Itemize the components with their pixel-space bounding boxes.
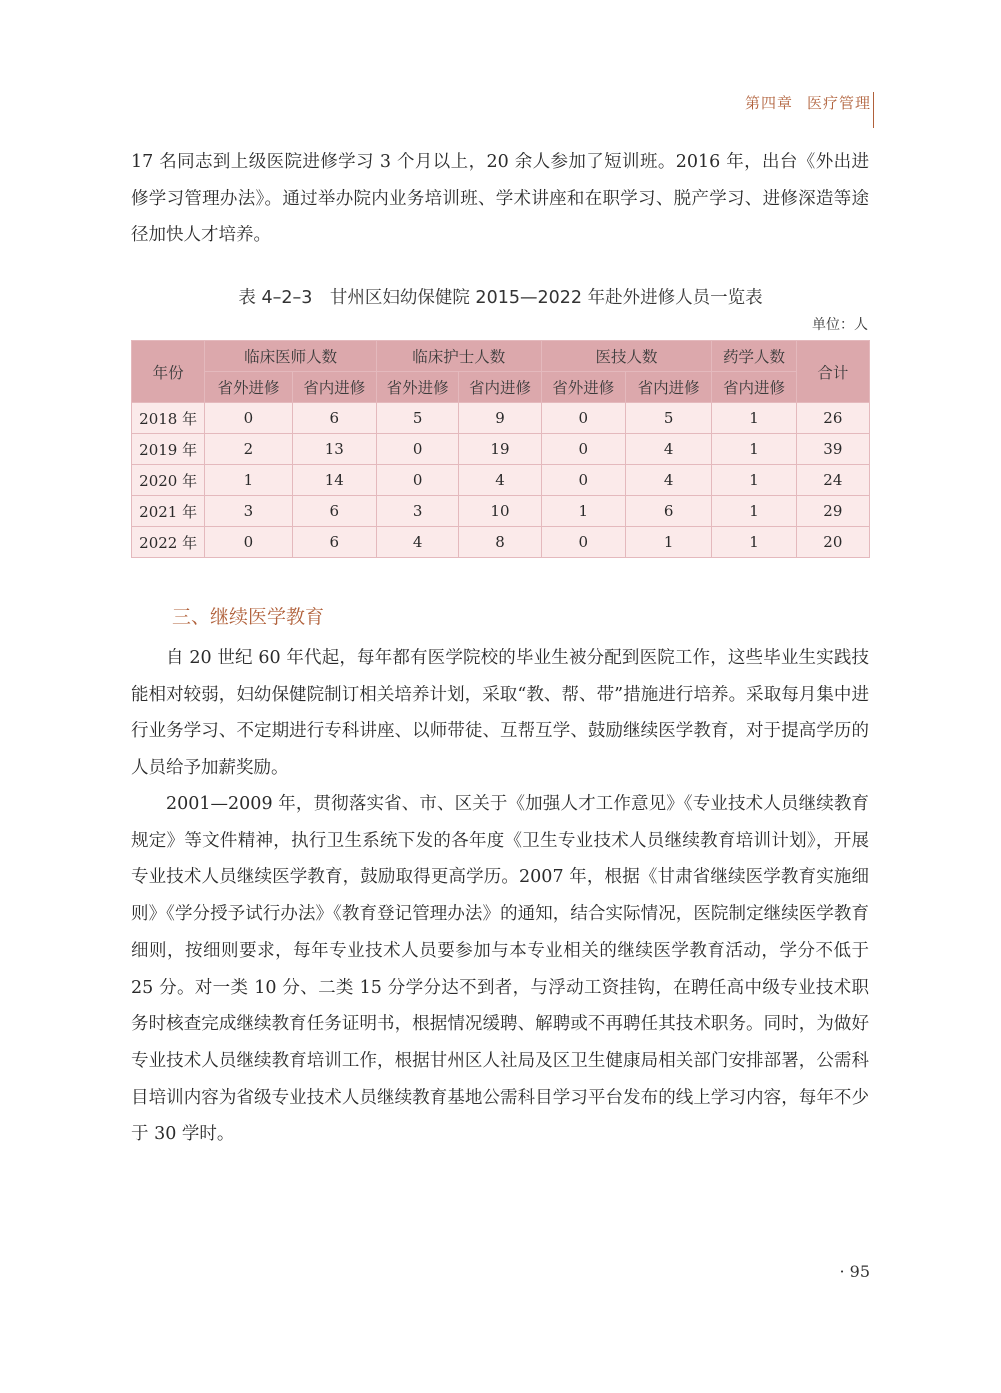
table-cell: 14 [292,465,376,496]
table-cell: 5 [625,403,711,434]
header-out-province: 省外进修 [205,372,292,403]
table-cell: 1 [205,465,292,496]
table-cell: 10 [459,496,541,527]
table-cell: 1 [712,527,796,558]
table-cell: 0 [205,527,292,558]
table-header-row-2 [132,372,870,403]
table-cell: 0 [376,465,458,496]
header-out-province: 省外进修 [541,372,625,403]
table-cell: 1 [625,527,711,558]
table-cell: 6 [625,496,711,527]
running-header [745,92,871,113]
table-cell: 4 [376,527,458,558]
table-cell: 0 [205,403,292,434]
table-cell: 6 [292,527,376,558]
header-pharmacists: 药学人数 [712,341,796,372]
table-cell: 39 [796,434,869,465]
paragraph-intro: 17 名同志到上级医院进修学习 3 个月以上，20 余人参加了短训班。2016 年，出台《外出进修学习管理办法》。通过举办院内业务培训班、学术讲座和在职学习、脱产学习、进修深造等途径加快人才培养。 [131,152,869,246]
table-cell: 4 [625,434,711,465]
table-title: 表 4–2–3 甘州区妇幼保健院 2015—2022 年赴外进修人员一览表 [238,288,763,308]
table-cell: 1 [541,496,625,527]
table-row [132,496,870,527]
header-in-province: 省内进修 [292,372,376,403]
table-cell: 1 [712,434,796,465]
table-row [132,434,870,465]
table-cell: 3 [205,496,292,527]
table-cell: 5 [376,403,458,434]
header-divider [873,92,874,128]
table-cell: 4 [625,465,711,496]
table-cell: 2 [205,434,292,465]
table-cell: 2020 年 [132,465,205,496]
paragraph-education-policy: 2001—2009 年，贯彻落实省、市、区关于《加强人才工作意见》《专业技术人员继续教育规定》等文件精神，执行卫生系统下发的各年度《卫生专业技术人员继续教育培训计划》，开展专业技术人员继续医学教育，鼓励取得更高学历。2007 年，根据《甘肃省继续医学教育实施细则》《学分授予试行办法》《教育登记管理办法》的通知，结合实际情况，医院制定继续医学教育细则，按细则要求，每年专业技术人员要参加与本专业相关的继续医学教育活动，学分不低于 25 分。对一类 10 分、二类 15 分学分达不到者，与浮动工资挂钩，在聘任高中级专业技术职务时核查完成继续教育任务证明书，根据情况缓聘、解聘或不再聘任其技术职务。同时，为做好专业技术人员继续教育培训工作，根据甘州区人社局及区卫生健康局相关部门安排部署，公需科目培训内容为省级专业技术人员继续教育基地公需科目学习平台发布的线上学习内容，每年不少于 30 学时。 [131,794,869,1145]
section-label: 医疗管理 [806,94,871,112]
paragraph-education-history: 自 20 世纪 60 年代起，每年都有医学院校的毕业生被分配到医院工作，这些毕业生实践技能相对较弱，妇幼保健院制订相关培养计划，采取“教、帮、带”措施进行培养。采取每月集中进行业务学习、不定期进行专科讲座、以师带徒、互帮互学、鼓励继续医学教育，对于提高学历的人员给予加薪奖励。 [131,648,869,779]
table-cell: 0 [541,403,625,434]
header-doctors: 临床医师人数 [205,341,377,372]
table-row [132,465,870,496]
table-cell: 8 [459,527,541,558]
table-cell: 0 [541,465,625,496]
table-cell: 0 [376,434,458,465]
table-cell: 0 [541,434,625,465]
table-header-row-1 [132,341,870,372]
header-in-province: 省内进修 [459,372,541,403]
training-table [131,340,870,558]
table-cell: 9 [459,403,541,434]
table-cell: 1 [712,465,796,496]
page-number: · 95 [839,1262,870,1281]
chapter-label: 第四章 [744,94,793,112]
table-cell: 2019 年 [132,434,205,465]
table-cell: 19 [459,434,541,465]
header-technicians: 医技人数 [541,341,712,372]
table-cell: 3 [376,496,458,527]
table-cell: 13 [292,434,376,465]
table-row [132,527,870,558]
table-cell: 29 [796,496,869,527]
table-cell: 6 [292,496,376,527]
table-cell: 0 [541,527,625,558]
section-heading: 三、继续医学教育 [172,606,325,628]
header-in-province: 省内进修 [712,372,796,403]
table-cell: 6 [292,403,376,434]
table-row [132,403,870,434]
table-cell: 2018 年 [132,403,205,434]
table-cell: 1 [712,403,796,434]
header-year: 年份 [132,341,205,403]
table-cell: 24 [796,465,869,496]
table-cell: 26 [796,403,869,434]
table-cell: 2022 年 [132,527,205,558]
header-nurses: 临床护士人数 [376,341,541,372]
table-cell: 20 [796,527,869,558]
header-total: 合计 [796,341,869,403]
header-out-province: 省外进修 [376,372,458,403]
table-unit: 单位：人 [812,317,868,333]
table-cell: 2021 年 [132,496,205,527]
table-cell: 1 [712,496,796,527]
header-in-province: 省内进修 [625,372,711,403]
table-cell: 4 [459,465,541,496]
